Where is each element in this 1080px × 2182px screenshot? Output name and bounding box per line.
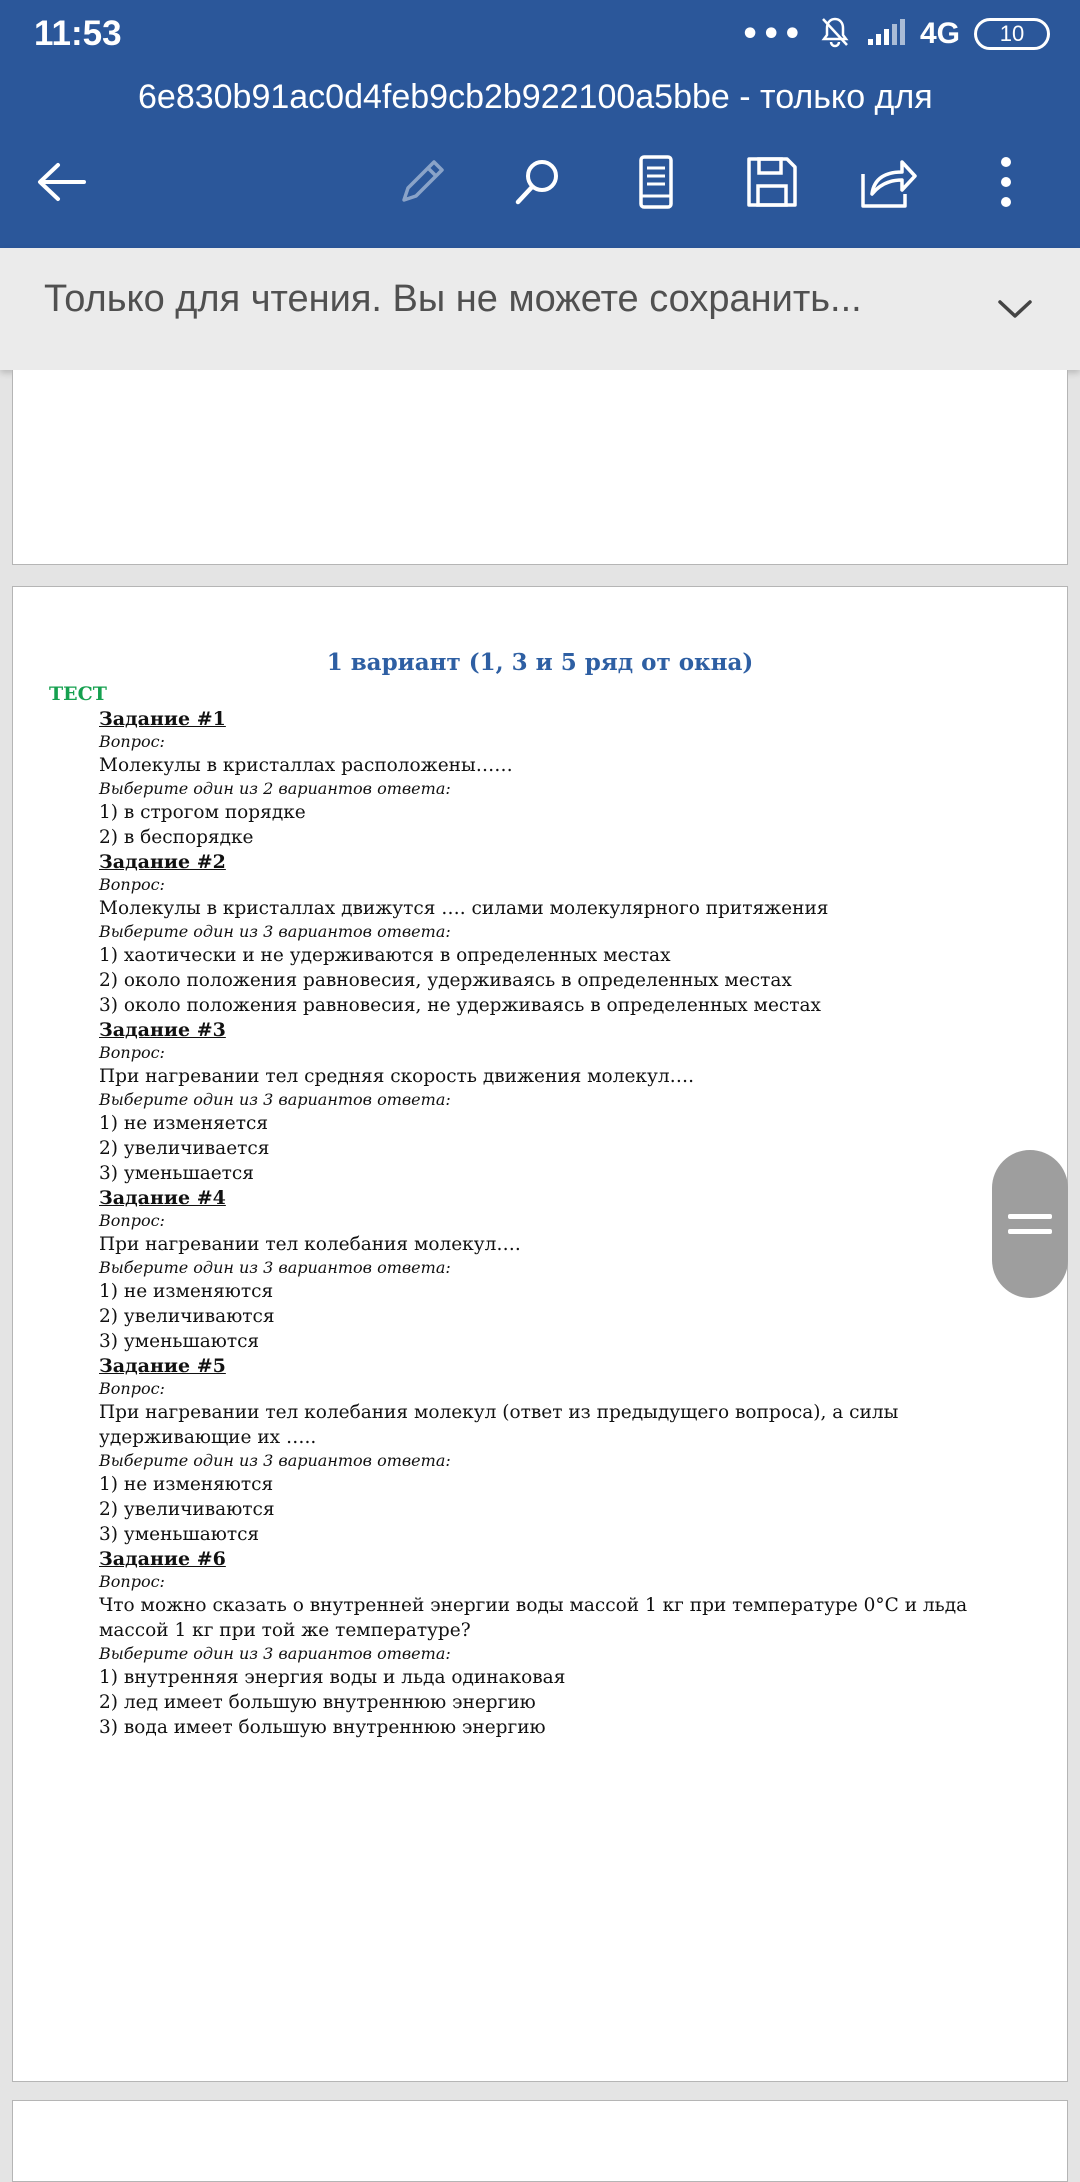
task-block — [99, 850, 1039, 1018]
answer-option: 1) в строгом порядке — [99, 802, 306, 823]
back-button[interactable] — [22, 148, 102, 216]
back-arrow-icon — [34, 160, 90, 204]
question-text: При нагревании тел колебания молекул…. — [99, 1234, 521, 1255]
edit-button[interactable] — [382, 148, 462, 216]
document-heading: 1 вариант (1, 3 и 5 ряд от окна) — [326, 649, 754, 676]
status-bar — [0, 0, 1080, 68]
network-type: 4G — [919, 17, 960, 50]
question-label: Вопрос: — [99, 1572, 165, 1591]
choose-instruction: Выберите один из 2 вариантов ответа: — [99, 779, 451, 798]
task-block — [99, 707, 1039, 850]
question-text: Молекулы в кристаллах движутся …. силами молекулярного притяжения — [99, 898, 829, 919]
app-bar — [0, 0, 1080, 248]
status-icons — [740, 14, 1050, 54]
answer-option: 2) в беспорядке — [99, 827, 254, 848]
question-label: Вопрос: — [99, 732, 165, 751]
task-block — [99, 1186, 1039, 1354]
task-list — [99, 707, 1039, 1740]
answer-option: 1) не изменяется — [99, 1113, 269, 1134]
task-block — [99, 1354, 1039, 1547]
answer-option: 2) лед имеет большую внутреннюю энергию — [99, 1692, 536, 1713]
answer-option: 3) вода имеет большую внутреннюю энергию — [99, 1717, 546, 1738]
question-label: Вопрос: — [99, 875, 165, 894]
question-text: Молекулы в кристаллах расположены…… — [99, 755, 513, 776]
share-icon — [858, 154, 918, 210]
question-label: Вопрос: — [99, 1211, 165, 1230]
document-page-next — [12, 2100, 1068, 2182]
document-page — [12, 586, 1068, 2082]
mobile-view-button[interactable] — [616, 148, 696, 216]
task-title: Задание #6 — [99, 1548, 226, 1570]
task-block — [99, 1018, 1039, 1186]
answer-option: 2) около положения равновесия, удерживаясь в определенных местах — [99, 970, 792, 991]
answer-option: 3) около положения равновесия, не удерживаясь в определенных местах — [99, 995, 821, 1016]
share-button[interactable] — [848, 148, 928, 216]
answer-option: 3) уменьшаются — [99, 1331, 260, 1352]
answer-option: 1) внутренняя энергия воды и льда одинаковая — [99, 1667, 566, 1688]
question-text: При нагревании тел колебания молекул (ответ из предыдущего вопроса), а силы удерживающие их ….. — [99, 1402, 899, 1448]
question-label: Вопрос: — [99, 1379, 165, 1398]
answer-option: 2) увеличиваются — [99, 1499, 275, 1520]
answer-option: 3) уменьшаются — [99, 1524, 260, 1545]
choose-instruction: Выберите один из 3 вариантов ответа: — [99, 1090, 451, 1109]
read-only-message: Только для чтения. Вы не можете сохранить... — [44, 278, 862, 320]
choose-instruction: Выберите один из 3 вариантов ответа: — [99, 922, 451, 941]
battery-icon: 10 — [974, 18, 1050, 50]
answer-option: 2) увеличиваются — [99, 1306, 275, 1327]
task-title: Задание #1 — [99, 708, 226, 730]
question-text: Что можно сказать о внутренней энергии воды массой 1 кг при температуре 0°С и льда массой 1 кг при той же температуре? — [99, 1595, 968, 1641]
task-title: Задание #4 — [99, 1187, 226, 1209]
search-icon — [510, 154, 566, 210]
answer-option: 3) уменьшается — [99, 1163, 254, 1184]
answer-option: 2) увеличивается — [99, 1138, 270, 1159]
notification-dots: ••• — [740, 16, 804, 52]
more-icon — [996, 154, 1016, 210]
pencil-icon — [394, 154, 450, 210]
scroll-handle[interactable] — [992, 1150, 1068, 1298]
save-button[interactable] — [732, 148, 812, 216]
choose-instruction: Выберите один из 3 вариантов ответа: — [99, 1258, 451, 1277]
task-title: Задание #2 — [99, 851, 226, 873]
signal-icon — [866, 17, 906, 51]
chevron-down-icon[interactable] — [990, 284, 1040, 334]
answer-option: 1) не изменяются — [99, 1281, 274, 1302]
more-options-button[interactable] — [966, 148, 1046, 216]
task-title: Задание #3 — [99, 1019, 226, 1041]
document-page-previous — [12, 370, 1068, 565]
question-text: При нагревании тел средняя скорость движения молекул…. — [99, 1066, 694, 1087]
choose-instruction: Выберите один из 3 вариантов ответа: — [99, 1644, 451, 1663]
answer-option: 1) не изменяются — [99, 1474, 274, 1495]
task-title: Задание #5 — [99, 1355, 226, 1377]
answer-option: 1) хаотически и не удерживаются в определенных местах — [99, 945, 671, 966]
test-label: ТЕСТ — [49, 683, 107, 705]
question-label: Вопрос: — [99, 1043, 165, 1062]
save-icon — [744, 154, 800, 210]
status-time: 11:53 — [34, 14, 122, 53]
read-only-banner[interactable] — [0, 248, 1080, 370]
mobile-view-icon — [634, 154, 678, 210]
task-block — [99, 1547, 1039, 1740]
choose-instruction: Выберите один из 3 вариантов ответа: — [99, 1451, 451, 1470]
search-button[interactable] — [498, 148, 578, 216]
bell-muted-icon — [818, 15, 852, 53]
document-title: 6e830b91ac0d4feb9cb2b922100a5bbe - только для — [138, 78, 933, 116]
